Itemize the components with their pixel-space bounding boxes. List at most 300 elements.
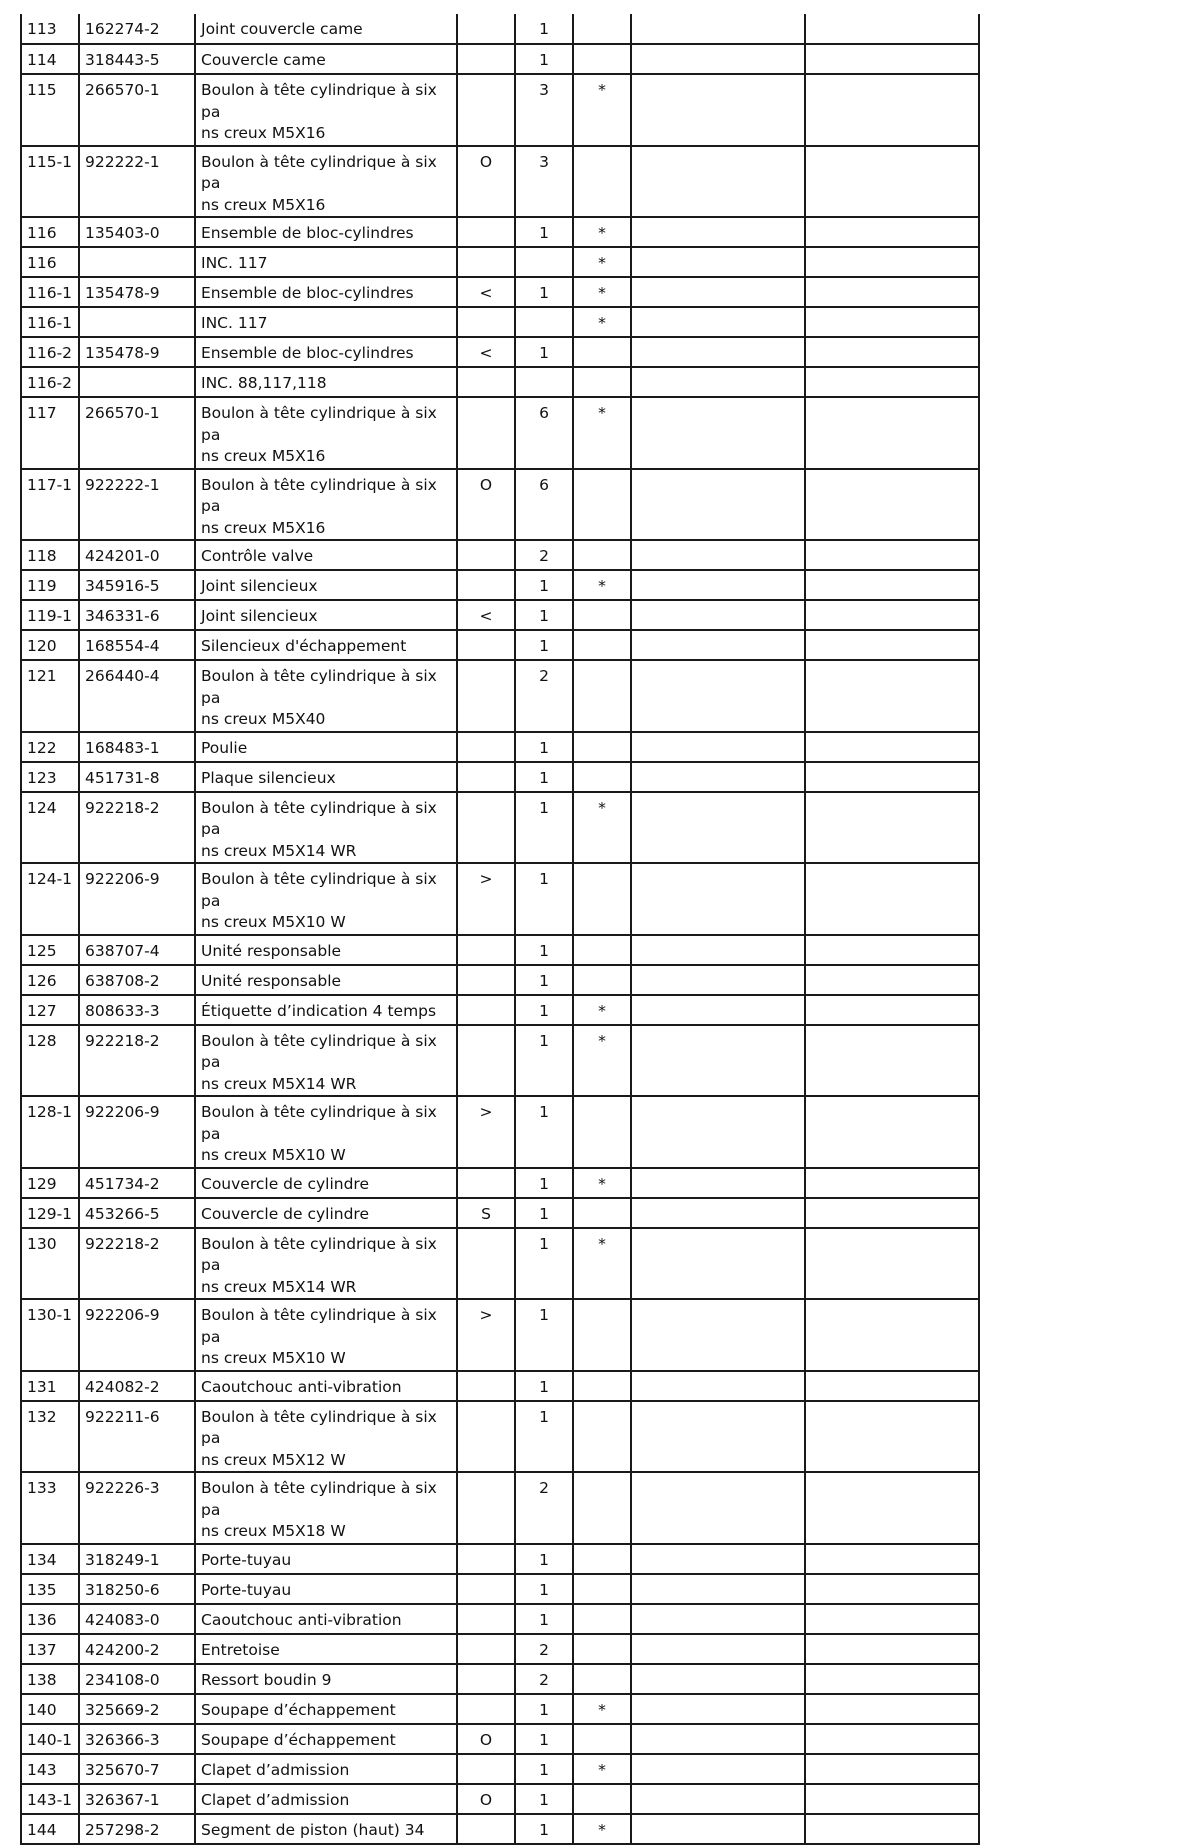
note-flag-cell: * bbox=[573, 1228, 631, 1300]
part-number-cell: 168554-4 bbox=[79, 630, 195, 660]
quantity-cell: 1 bbox=[515, 1025, 573, 1097]
item-number-cell: 134 bbox=[21, 1544, 79, 1574]
part-number-cell bbox=[79, 367, 195, 397]
item-number-cell: 114 bbox=[21, 44, 79, 74]
extra-column-1-cell bbox=[631, 1198, 805, 1228]
table-row bbox=[21, 1371, 979, 1401]
extra-column-1-cell bbox=[631, 1784, 805, 1814]
extra-column-1-cell bbox=[631, 762, 805, 792]
extra-column-2-cell bbox=[805, 217, 979, 247]
change-code-cell: O bbox=[457, 1784, 515, 1814]
description-cell: Soupape d’échappement bbox=[195, 1694, 457, 1724]
extra-column-2-cell bbox=[805, 1544, 979, 1574]
note-flag-cell bbox=[573, 1371, 631, 1401]
quantity-cell: 2 bbox=[515, 1664, 573, 1694]
table-row bbox=[21, 1574, 979, 1604]
extra-column-1-cell bbox=[631, 660, 805, 732]
extra-column-2-cell bbox=[805, 1814, 979, 1844]
note-flag-cell bbox=[573, 1096, 631, 1168]
table-row bbox=[21, 1634, 979, 1664]
description-cell: Porte-tuyau bbox=[195, 1574, 457, 1604]
table-row bbox=[21, 660, 979, 732]
description-cell: INC. 117 bbox=[195, 247, 457, 277]
part-number-cell: 266570-1 bbox=[79, 397, 195, 469]
item-number-cell: 119-1 bbox=[21, 600, 79, 630]
description-cell: Couvercle de cylindre bbox=[195, 1198, 457, 1228]
note-flag-cell: * bbox=[573, 792, 631, 864]
table-row bbox=[21, 1025, 979, 1097]
extra-column-1-cell bbox=[631, 1574, 805, 1604]
item-number-cell: 133 bbox=[21, 1472, 79, 1544]
extra-column-2-cell bbox=[805, 1574, 979, 1604]
quantity-cell: 1 bbox=[515, 1299, 573, 1371]
item-number-cell: 129 bbox=[21, 1168, 79, 1198]
note-flag-cell bbox=[573, 1634, 631, 1664]
part-number-cell: 922222-1 bbox=[79, 469, 195, 541]
extra-column-2-cell bbox=[805, 1299, 979, 1371]
part-number-cell: 638708-2 bbox=[79, 965, 195, 995]
extra-column-1-cell bbox=[631, 995, 805, 1025]
note-flag-cell bbox=[573, 1724, 631, 1754]
note-flag-cell bbox=[573, 367, 631, 397]
description-cell: Boulon à tête cylindrique à six pa ns creux M5X14 WR bbox=[195, 1228, 457, 1300]
extra-column-1-cell bbox=[631, 1604, 805, 1634]
table-row bbox=[21, 1401, 979, 1473]
description-cell: Boulon à tête cylindrique à six pa ns creux M5X16 bbox=[195, 397, 457, 469]
note-flag-cell bbox=[573, 540, 631, 570]
item-number-cell: 116-2 bbox=[21, 367, 79, 397]
extra-column-1-cell bbox=[631, 935, 805, 965]
extra-column-2-cell bbox=[805, 570, 979, 600]
change-code-cell bbox=[457, 1401, 515, 1473]
table-row bbox=[21, 367, 979, 397]
description-cell: Unité responsable bbox=[195, 965, 457, 995]
change-code-cell bbox=[457, 307, 515, 337]
change-code-cell: O bbox=[457, 146, 515, 218]
table-row bbox=[21, 1544, 979, 1574]
parts-list-body bbox=[21, 14, 979, 1844]
part-number-cell: 325670-7 bbox=[79, 1754, 195, 1784]
description-cell: INC. 117 bbox=[195, 307, 457, 337]
item-number-cell: 144 bbox=[21, 1814, 79, 1844]
table-row bbox=[21, 600, 979, 630]
change-code-cell bbox=[457, 1544, 515, 1574]
quantity-cell: 2 bbox=[515, 1472, 573, 1544]
table-row bbox=[21, 44, 979, 74]
item-number-cell: 128-1 bbox=[21, 1096, 79, 1168]
table-row bbox=[21, 247, 979, 277]
quantity-cell: 1 bbox=[515, 1604, 573, 1634]
table-row bbox=[21, 570, 979, 600]
note-flag-cell bbox=[573, 1784, 631, 1814]
extra-column-1-cell bbox=[631, 600, 805, 630]
change-code-cell bbox=[457, 792, 515, 864]
note-flag-cell bbox=[573, 1198, 631, 1228]
table-row bbox=[21, 935, 979, 965]
part-number-cell: 325669-2 bbox=[79, 1694, 195, 1724]
part-number-cell: 326366-3 bbox=[79, 1724, 195, 1754]
quantity-cell: 1 bbox=[515, 1754, 573, 1784]
quantity-cell: 1 bbox=[515, 792, 573, 864]
description-cell: Boulon à tête cylindrique à six pa ns creux M5X10 W bbox=[195, 1299, 457, 1371]
change-code-cell bbox=[457, 540, 515, 570]
note-flag-cell: * bbox=[573, 995, 631, 1025]
extra-column-1-cell bbox=[631, 1814, 805, 1844]
table-row bbox=[21, 630, 979, 660]
parts-list-table bbox=[20, 14, 980, 1845]
change-code-cell bbox=[457, 1168, 515, 1198]
description-cell: Boulon à tête cylindrique à six pa ns creux M5X12 W bbox=[195, 1401, 457, 1473]
description-cell: Boulon à tête cylindrique à six pa ns creux M5X14 WR bbox=[195, 792, 457, 864]
extra-column-2-cell bbox=[805, 1198, 979, 1228]
table-row bbox=[21, 1228, 979, 1300]
description-cell: Soupape d’échappement bbox=[195, 1724, 457, 1754]
description-cell: Ensemble de bloc-cylindres bbox=[195, 277, 457, 307]
change-code-cell bbox=[457, 570, 515, 600]
change-code-cell: > bbox=[457, 1096, 515, 1168]
change-code-cell bbox=[457, 74, 515, 146]
note-flag-cell bbox=[573, 630, 631, 660]
note-flag-cell: * bbox=[573, 1814, 631, 1844]
change-code-cell: < bbox=[457, 277, 515, 307]
note-flag-cell bbox=[573, 732, 631, 762]
extra-column-2-cell bbox=[805, 1784, 979, 1814]
item-number-cell: 116 bbox=[21, 247, 79, 277]
quantity-cell: 1 bbox=[515, 44, 573, 74]
part-number-cell: 922218-2 bbox=[79, 1228, 195, 1300]
change-code-cell bbox=[457, 630, 515, 660]
part-number-cell: 922222-1 bbox=[79, 146, 195, 218]
note-flag-cell: * bbox=[573, 74, 631, 146]
item-number-cell: 116-1 bbox=[21, 307, 79, 337]
quantity-cell: 1 bbox=[515, 600, 573, 630]
quantity-cell: 1 bbox=[515, 1694, 573, 1724]
extra-column-1-cell bbox=[631, 1096, 805, 1168]
item-number-cell: 135 bbox=[21, 1574, 79, 1604]
quantity-cell: 3 bbox=[515, 74, 573, 146]
extra-column-2-cell bbox=[805, 1401, 979, 1473]
extra-column-1-cell bbox=[631, 1694, 805, 1724]
note-flag-cell: * bbox=[573, 277, 631, 307]
extra-column-1-cell bbox=[631, 1754, 805, 1784]
note-flag-cell bbox=[573, 337, 631, 367]
part-number-cell: 234108-0 bbox=[79, 1664, 195, 1694]
item-number-cell: 123 bbox=[21, 762, 79, 792]
note-flag-cell bbox=[573, 1401, 631, 1473]
extra-column-2-cell bbox=[805, 367, 979, 397]
table-row bbox=[21, 1784, 979, 1814]
description-cell: Unité responsable bbox=[195, 935, 457, 965]
item-number-cell: 130 bbox=[21, 1228, 79, 1300]
quantity-cell: 1 bbox=[515, 1784, 573, 1814]
note-flag-cell bbox=[573, 863, 631, 935]
note-flag-cell: * bbox=[573, 307, 631, 337]
extra-column-1-cell bbox=[631, 540, 805, 570]
quantity-cell: 2 bbox=[515, 660, 573, 732]
description-cell: Boulon à tête cylindrique à six pa ns creux M5X10 W bbox=[195, 863, 457, 935]
part-number-cell: 318249-1 bbox=[79, 1544, 195, 1574]
extra-column-2-cell bbox=[805, 1025, 979, 1097]
extra-column-2-cell bbox=[805, 146, 979, 218]
quantity-cell: 1 bbox=[515, 1228, 573, 1300]
change-code-cell bbox=[457, 1604, 515, 1634]
item-number-cell: 119 bbox=[21, 570, 79, 600]
quantity-cell: 1 bbox=[515, 277, 573, 307]
description-cell: Boulon à tête cylindrique à six pa ns creux M5X16 bbox=[195, 146, 457, 218]
quantity-cell: 1 bbox=[515, 1096, 573, 1168]
extra-column-2-cell bbox=[805, 965, 979, 995]
table-row bbox=[21, 965, 979, 995]
table-row bbox=[21, 146, 979, 218]
quantity-cell: 1 bbox=[515, 14, 573, 44]
description-cell: Ensemble de bloc-cylindres bbox=[195, 217, 457, 247]
change-code-cell: > bbox=[457, 863, 515, 935]
part-number-cell: 257298-2 bbox=[79, 1814, 195, 1844]
note-flag-cell: * bbox=[573, 397, 631, 469]
quantity-cell: 1 bbox=[515, 630, 573, 660]
part-number-cell: 922218-2 bbox=[79, 792, 195, 864]
part-number-cell: 326367-1 bbox=[79, 1784, 195, 1814]
description-cell: Boulon à tête cylindrique à six pa ns creux M5X18 W bbox=[195, 1472, 457, 1544]
extra-column-2-cell bbox=[805, 935, 979, 965]
change-code-cell bbox=[457, 1664, 515, 1694]
extra-column-1-cell bbox=[631, 337, 805, 367]
part-number-cell: 318250-6 bbox=[79, 1574, 195, 1604]
note-flag-cell: * bbox=[573, 1694, 631, 1724]
item-number-cell: 127 bbox=[21, 995, 79, 1025]
description-cell: Porte-tuyau bbox=[195, 1544, 457, 1574]
description-cell: Étiquette d’indication 4 temps bbox=[195, 995, 457, 1025]
table-row bbox=[21, 995, 979, 1025]
table-row bbox=[21, 217, 979, 247]
extra-column-1-cell bbox=[631, 307, 805, 337]
extra-column-1-cell bbox=[631, 1472, 805, 1544]
item-number-cell: 143-1 bbox=[21, 1784, 79, 1814]
table-row bbox=[21, 762, 979, 792]
extra-column-1-cell bbox=[631, 1664, 805, 1694]
extra-column-2-cell bbox=[805, 540, 979, 570]
table-row bbox=[21, 397, 979, 469]
description-cell: Joint silencieux bbox=[195, 570, 457, 600]
quantity-cell: 3 bbox=[515, 146, 573, 218]
table-row bbox=[21, 1472, 979, 1544]
table-row bbox=[21, 732, 979, 762]
extra-column-2-cell bbox=[805, 277, 979, 307]
part-number-cell: 424082-2 bbox=[79, 1371, 195, 1401]
extra-column-1-cell bbox=[631, 1371, 805, 1401]
description-cell: Boulon à tête cylindrique à six pa ns creux M5X16 bbox=[195, 74, 457, 146]
change-code-cell bbox=[457, 660, 515, 732]
part-number-cell: 266440-4 bbox=[79, 660, 195, 732]
table-row bbox=[21, 1096, 979, 1168]
quantity-cell: 1 bbox=[515, 1544, 573, 1574]
item-number-cell: 116-1 bbox=[21, 277, 79, 307]
description-cell: Entretoise bbox=[195, 1634, 457, 1664]
note-flag-cell bbox=[573, 965, 631, 995]
note-flag-cell bbox=[573, 469, 631, 541]
extra-column-2-cell bbox=[805, 630, 979, 660]
quantity-cell: 1 bbox=[515, 1198, 573, 1228]
description-cell: Joint silencieux bbox=[195, 600, 457, 630]
description-cell: Couvercle de cylindre bbox=[195, 1168, 457, 1198]
change-code-cell bbox=[457, 1472, 515, 1544]
item-number-cell: 121 bbox=[21, 660, 79, 732]
note-flag-cell bbox=[573, 44, 631, 74]
note-flag-cell bbox=[573, 14, 631, 44]
change-code-cell bbox=[457, 995, 515, 1025]
change-code-cell: < bbox=[457, 337, 515, 367]
part-number-cell: 424083-0 bbox=[79, 1604, 195, 1634]
extra-column-1-cell bbox=[631, 74, 805, 146]
part-number-cell: 638707-4 bbox=[79, 935, 195, 965]
part-number-cell: 922226-3 bbox=[79, 1472, 195, 1544]
extra-column-2-cell bbox=[805, 469, 979, 541]
table-row bbox=[21, 1604, 979, 1634]
extra-column-1-cell bbox=[631, 570, 805, 600]
extra-column-2-cell bbox=[805, 307, 979, 337]
item-number-cell: 138 bbox=[21, 1664, 79, 1694]
description-cell: Ressort boudin 9 bbox=[195, 1664, 457, 1694]
change-code-cell bbox=[457, 1754, 515, 1784]
part-number-cell bbox=[79, 247, 195, 277]
extra-column-1-cell bbox=[631, 217, 805, 247]
extra-column-2-cell bbox=[805, 863, 979, 935]
table-row bbox=[21, 540, 979, 570]
quantity-cell: 1 bbox=[515, 1371, 573, 1401]
extra-column-2-cell bbox=[805, 1604, 979, 1634]
description-cell: Caoutchouc anti-vibration bbox=[195, 1604, 457, 1634]
change-code-cell bbox=[457, 367, 515, 397]
extra-column-1-cell bbox=[631, 1401, 805, 1473]
part-number-cell: 318443-5 bbox=[79, 44, 195, 74]
quantity-cell: 2 bbox=[515, 540, 573, 570]
extra-column-1-cell bbox=[631, 397, 805, 469]
part-number-cell: 346331-6 bbox=[79, 600, 195, 630]
extra-column-2-cell bbox=[805, 1168, 979, 1198]
table-row bbox=[21, 14, 979, 44]
part-number-cell: 424201-0 bbox=[79, 540, 195, 570]
part-number-cell: 922206-9 bbox=[79, 1299, 195, 1371]
description-cell: Clapet d’admission bbox=[195, 1784, 457, 1814]
part-number-cell: 451734-2 bbox=[79, 1168, 195, 1198]
change-code-cell bbox=[457, 1371, 515, 1401]
item-number-cell: 140-1 bbox=[21, 1724, 79, 1754]
quantity-cell: 1 bbox=[515, 732, 573, 762]
quantity-cell: 1 bbox=[515, 570, 573, 600]
description-cell: Clapet d’admission bbox=[195, 1754, 457, 1784]
part-number-cell: 424200-2 bbox=[79, 1634, 195, 1664]
item-number-cell: 115 bbox=[21, 74, 79, 146]
extra-column-1-cell bbox=[631, 1025, 805, 1097]
extra-column-2-cell bbox=[805, 337, 979, 367]
note-flag-cell: * bbox=[573, 1025, 631, 1097]
item-number-cell: 117 bbox=[21, 397, 79, 469]
item-number-cell: 124 bbox=[21, 792, 79, 864]
extra-column-1-cell bbox=[631, 965, 805, 995]
item-number-cell: 118 bbox=[21, 540, 79, 570]
description-cell: Contrôle valve bbox=[195, 540, 457, 570]
part-number-cell: 808633-3 bbox=[79, 995, 195, 1025]
quantity-cell: 1 bbox=[515, 1401, 573, 1473]
item-number-cell: 113 bbox=[21, 14, 79, 44]
extra-column-1-cell bbox=[631, 1724, 805, 1754]
extra-column-1-cell bbox=[631, 630, 805, 660]
extra-column-1-cell bbox=[631, 1228, 805, 1300]
extra-column-1-cell bbox=[631, 1544, 805, 1574]
extra-column-1-cell bbox=[631, 44, 805, 74]
note-flag-cell: * bbox=[573, 217, 631, 247]
table-row bbox=[21, 1198, 979, 1228]
extra-column-2-cell bbox=[805, 1634, 979, 1664]
description-cell: Segment de piston (haut) 34 bbox=[195, 1814, 457, 1844]
item-number-cell: 136 bbox=[21, 1604, 79, 1634]
quantity-cell: 1 bbox=[515, 863, 573, 935]
quantity-cell: 1 bbox=[515, 1724, 573, 1754]
change-code-cell: > bbox=[457, 1299, 515, 1371]
part-number-cell: 135478-9 bbox=[79, 337, 195, 367]
description-cell: Boulon à tête cylindrique à six pa ns creux M5X14 WR bbox=[195, 1025, 457, 1097]
change-code-cell bbox=[457, 965, 515, 995]
extra-column-1-cell bbox=[631, 863, 805, 935]
description-cell: Caoutchouc anti-vibration bbox=[195, 1371, 457, 1401]
table-row bbox=[21, 1664, 979, 1694]
change-code-cell bbox=[457, 732, 515, 762]
part-number-cell: 168483-1 bbox=[79, 732, 195, 762]
description-cell: Couvercle came bbox=[195, 44, 457, 74]
quantity-cell: 1 bbox=[515, 965, 573, 995]
item-number-cell: 129-1 bbox=[21, 1198, 79, 1228]
note-flag-cell: * bbox=[573, 570, 631, 600]
item-number-cell: 124-1 bbox=[21, 863, 79, 935]
quantity-cell: 6 bbox=[515, 397, 573, 469]
extra-column-2-cell bbox=[805, 247, 979, 277]
quantity-cell: 1 bbox=[515, 337, 573, 367]
item-number-cell: 128 bbox=[21, 1025, 79, 1097]
extra-column-2-cell bbox=[805, 660, 979, 732]
description-cell: Poulie bbox=[195, 732, 457, 762]
item-number-cell: 140 bbox=[21, 1694, 79, 1724]
extra-column-2-cell bbox=[805, 995, 979, 1025]
note-flag-cell bbox=[573, 1574, 631, 1604]
quantity-cell bbox=[515, 307, 573, 337]
note-flag-cell bbox=[573, 1604, 631, 1634]
note-flag-cell: * bbox=[573, 247, 631, 277]
extra-column-1-cell bbox=[631, 14, 805, 44]
description-cell: Silencieux d'échappement bbox=[195, 630, 457, 660]
change-code-cell bbox=[457, 762, 515, 792]
extra-column-2-cell bbox=[805, 732, 979, 762]
item-number-cell: 125 bbox=[21, 935, 79, 965]
change-code-cell bbox=[457, 1574, 515, 1604]
extra-column-2-cell bbox=[805, 1724, 979, 1754]
note-flag-cell bbox=[573, 1544, 631, 1574]
description-cell: Boulon à tête cylindrique à six pa ns creux M5X16 bbox=[195, 469, 457, 541]
change-code-cell bbox=[457, 217, 515, 247]
quantity-cell: 1 bbox=[515, 217, 573, 247]
note-flag-cell bbox=[573, 600, 631, 630]
table-row bbox=[21, 307, 979, 337]
part-number-cell: 453266-5 bbox=[79, 1198, 195, 1228]
note-flag-cell: * bbox=[573, 1168, 631, 1198]
description-cell: INC. 88,117,118 bbox=[195, 367, 457, 397]
quantity-cell: 1 bbox=[515, 935, 573, 965]
part-number-cell: 922206-9 bbox=[79, 1096, 195, 1168]
note-flag-cell bbox=[573, 1472, 631, 1544]
quantity-cell: 1 bbox=[515, 1574, 573, 1604]
extra-column-1-cell bbox=[631, 146, 805, 218]
change-code-cell bbox=[457, 397, 515, 469]
change-code-cell bbox=[457, 14, 515, 44]
